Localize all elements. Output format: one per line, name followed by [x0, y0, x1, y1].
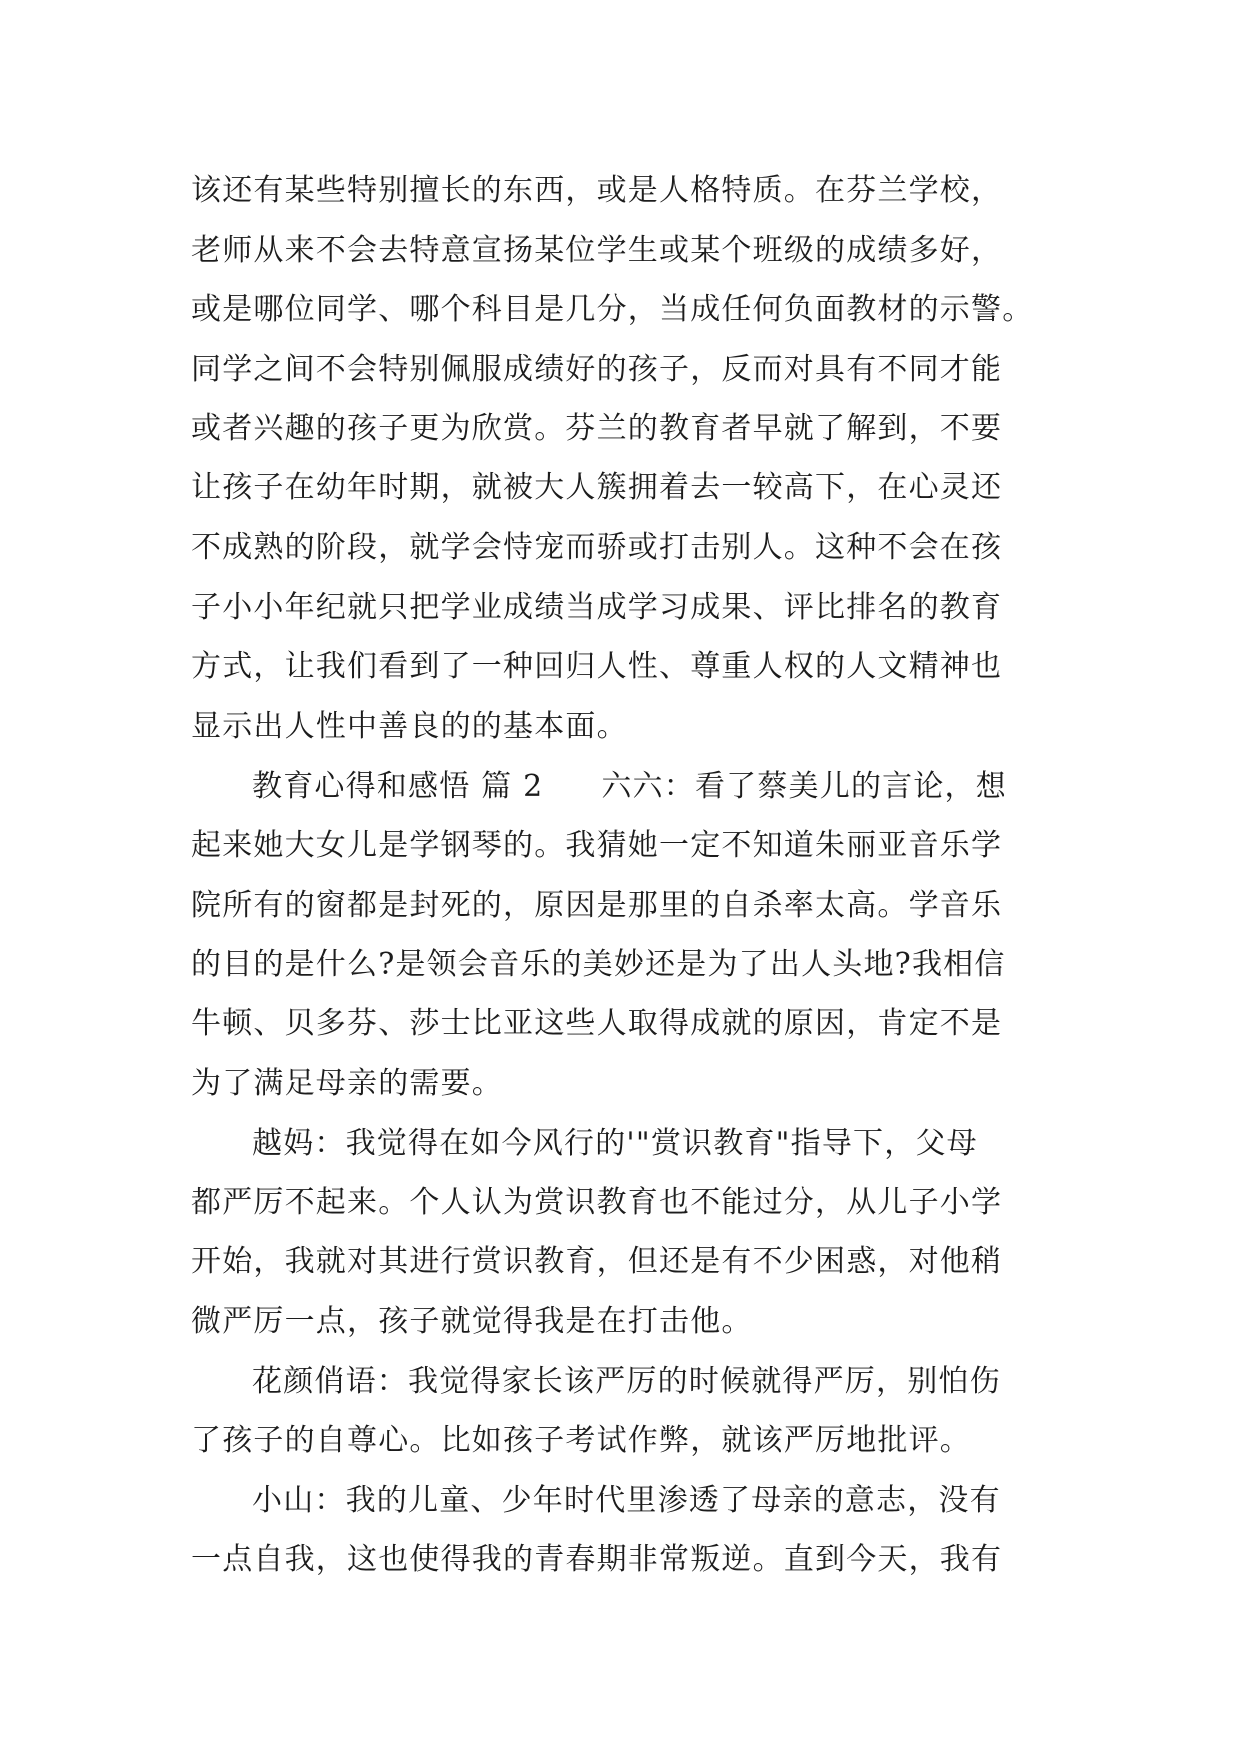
text-line: 一点自我，这也使得我的青春期非常叛逆。直到今天，我有 — [191, 1542, 1003, 1577]
text-line: 老师从来不会去特意宣扬某位学生或某个班级的成绩多好， — [191, 233, 1003, 268]
text-line: 子小小年纪就只把学业成绩当成学习成果、评比排名的教育 — [191, 590, 1003, 625]
text-line: 花颜俏语：我觉得家长该严厉的时候就得严厉，别怕伤 — [252, 1364, 1001, 1399]
text-line: 或者兴趣的孩子更为欣赏。芬兰的教育者早就了解到，不要 — [191, 411, 1003, 446]
text-line: 都严厉不起来。个人认为赏识教育也不能过分，从儿子小学 — [191, 1185, 1003, 1220]
text-line: 该还有某些特别擅长的东西，或是人格特质。在芬兰学校， — [191, 173, 1003, 208]
text-line: 牛顿、贝多芬、莎士比亚这些人取得成就的原因，肯定不是 — [191, 1006, 1003, 1041]
text-line: 微严厉一点，孩子就觉得我是在打击他。 — [191, 1304, 753, 1339]
text-line: 同学之间不会特别佩服成绩好的孩子，反而对具有不同才能 — [191, 352, 1003, 387]
text-line: 越妈：我觉得在如今风行的'"赏识教育"指导下，父母 — [252, 1126, 978, 1161]
section-heading: 教育心得和感悟 篇 2 — [252, 769, 544, 804]
text-line: 方式，让我们看到了一种回归人性、尊重人权的人文精神也 — [191, 649, 1003, 684]
text-line: 让孩子在幼年时期，就被大人簇拥着去一较高下，在心灵还 — [191, 470, 1003, 505]
text-line: 了孩子的自尊心。比如孩子考试作弊，就该严厉地批评。 — [191, 1423, 971, 1458]
text-line: 为了满足母亲的需要。 — [191, 1066, 503, 1101]
text-line: 不成熟的阶段，就学会恃宠而骄或打击别人。这种不会在孩 — [191, 530, 1003, 565]
text-line: 起来她大女儿是学钢琴的。我猜她一定不知道朱丽亚音乐学 — [191, 828, 1003, 863]
text-line: 或是哪位同学、哪个科目是几分，当成任何负面教材的示警。 — [191, 292, 1034, 327]
text-line: 开始，我就对其进行赏识教育，但还是有不少困惑，对他稍 — [191, 1244, 1003, 1279]
text-line: 的目的是什么?是领会音乐的美妙还是为了出人头地?我相信 — [191, 947, 1006, 982]
text-line: 小山：我的儿童、少年时代里渗透了母亲的意志，没有 — [252, 1483, 1001, 1518]
section-heading-line — [252, 754, 1007, 820]
text-line: 显示出人性中善良的的基本面。 — [191, 709, 628, 744]
text-line: 院所有的窗都是封死的，原因是那里的自杀率太高。学音乐 — [191, 888, 1003, 923]
text-line: 六六：看了蔡美儿的言论，想 — [601, 769, 1007, 804]
